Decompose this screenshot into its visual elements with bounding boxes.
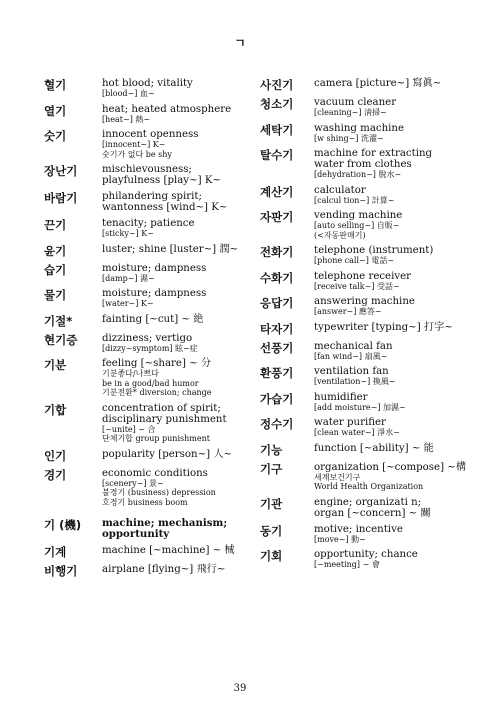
entry-detail-line: 호경기 business boom xyxy=(102,497,188,507)
entry-headword: 비행기 xyxy=(44,564,78,578)
entry-detail-line: [dehydration~] 脫水~ xyxy=(314,170,402,179)
entry-gloss-line: machine; mechanism; xyxy=(102,517,228,529)
entry-gloss-line: hot blood; vitality xyxy=(102,78,193,89)
entry-detail-line: 기분전환* diversion; change xyxy=(102,388,212,397)
entry-headword: 인기 xyxy=(44,448,67,463)
entry-headword: 숫기 xyxy=(44,129,67,143)
dictionary-entry xyxy=(44,288,249,309)
entry-detail-line: [scenery~] 景~ xyxy=(102,478,164,488)
entry-definition xyxy=(102,449,249,463)
entry-definition xyxy=(314,524,460,545)
dictionary-entry xyxy=(44,564,249,578)
entry-definition xyxy=(102,545,249,559)
entry-detail-line: [auto selling~] 自販~ xyxy=(314,221,400,230)
entry-gloss-line: machine [~machine] ~ 械 xyxy=(102,545,235,556)
entry-gloss-line: moisture; dampness xyxy=(102,262,207,274)
entry-detail-line: [phone call~] 電話~ xyxy=(314,256,395,265)
dictionary-entry xyxy=(260,322,460,336)
entry-headword: 세탁기 xyxy=(260,122,294,137)
dictionary-entry xyxy=(260,366,460,387)
dictionary-entry xyxy=(260,148,460,180)
entry-detail-line: [move~] 動~ xyxy=(314,534,366,544)
entry-detail-line: [clean water~] 淨水~ xyxy=(314,428,400,437)
dictionary-entry xyxy=(44,358,249,398)
entry-gloss-line: washing machine xyxy=(314,122,405,134)
entry-definition xyxy=(314,549,460,570)
entry-detail-line: be in a good/bad humor xyxy=(102,378,199,388)
dictionary-entry xyxy=(44,545,249,559)
entry-definition xyxy=(314,341,460,362)
dictionary-entry xyxy=(260,97,460,118)
entry-definition xyxy=(314,392,460,413)
entry-detail-line: [sticky~] K~ xyxy=(102,229,154,238)
entry-headword: 물기 xyxy=(44,288,67,302)
dictionary-entry xyxy=(260,271,460,292)
entry-gloss-line: vending machine xyxy=(314,210,403,221)
entry-headword: 타자기 xyxy=(260,321,294,336)
entry-definition xyxy=(102,468,249,508)
entry-gloss-line: water purifier xyxy=(314,417,386,428)
dictionary-entry xyxy=(44,218,249,239)
entry-gloss-line: economic conditions xyxy=(102,467,208,479)
entry-headword: 응답기 xyxy=(260,296,294,310)
entry-gloss-line: organ [~concern] ~ 關 xyxy=(314,507,431,519)
entry-gloss-line: motive; incentive xyxy=(314,523,403,535)
entry-headword: 전화기 xyxy=(260,245,294,259)
entry-detail-line: [w shing~] 洗濯~ xyxy=(314,133,384,143)
dictionary-entry xyxy=(260,210,460,240)
entry-headword: 현기증 xyxy=(44,332,78,347)
entry-detail-line: 기분좋다/나쁘다 xyxy=(102,369,159,378)
entry-definition xyxy=(314,322,460,336)
entry-definition xyxy=(314,210,460,240)
entry-gloss-line: moisture; dampness xyxy=(102,288,207,299)
entry-headword: 선풍기 xyxy=(260,340,294,355)
entry-definition xyxy=(102,358,249,398)
entry-gloss-line: typewriter [typing~] 打字~ xyxy=(314,321,453,333)
dictionary-entry xyxy=(44,263,249,284)
entry-gloss-line: answering machine xyxy=(314,296,415,307)
entry-gloss-line: camera [picture~] 寫眞~ xyxy=(314,78,442,89)
entry-definition xyxy=(314,148,460,180)
entry-headword: 자판기 xyxy=(260,210,294,224)
right-column xyxy=(260,78,467,575)
entry-detail-line: World Health Organization xyxy=(314,482,424,491)
entry-definition xyxy=(102,164,249,186)
entry-definition xyxy=(102,518,249,540)
dictionary-entry xyxy=(260,497,460,519)
dictionary-entry xyxy=(44,449,249,463)
entry-gloss-line: organization [~compose] ~構 xyxy=(314,461,467,473)
dictionary-entry xyxy=(260,417,460,438)
entry-headword: 청소기 xyxy=(260,97,294,111)
entry-detail-line: (<자동판매기) xyxy=(314,230,366,240)
entry-detail-line: [water~] K~ xyxy=(102,299,154,308)
entry-detail-line: [calcul tion~] 計算~ xyxy=(314,195,395,205)
entry-headword: 습기 xyxy=(44,262,67,277)
entry-definition xyxy=(102,403,249,444)
entry-headword: 기절* xyxy=(44,313,73,328)
entry-gloss-line: fainting [~cut] ~ 絶 xyxy=(102,313,204,325)
entry-gloss-line: innocent openness xyxy=(102,129,199,140)
entry-definition xyxy=(102,288,249,309)
entry-definition xyxy=(102,129,249,159)
entry-gloss-line: heat; heated atmosphere xyxy=(102,103,232,115)
entry-gloss-line: concentration of spirit; xyxy=(102,402,221,414)
dictionary-entry xyxy=(260,123,460,144)
page-number: 39 xyxy=(233,683,247,694)
entry-detail-line: [blood~] 血~ xyxy=(102,89,155,98)
entry-definition xyxy=(314,271,460,292)
entry-gloss-line: water from clothes xyxy=(314,159,412,170)
dictionary-entry xyxy=(44,314,249,328)
entry-definition xyxy=(314,123,460,144)
entry-headword: 끈기 xyxy=(44,218,67,232)
dictionary-entry xyxy=(44,244,249,258)
entry-headword: 기관 xyxy=(260,496,283,511)
entry-gloss-line: calculator xyxy=(314,184,366,196)
entry-definition xyxy=(314,78,460,92)
entry-gloss-line: philandering spirit; xyxy=(102,191,202,202)
entry-headword: 가습기 xyxy=(260,391,294,406)
entry-headword: 바람기 xyxy=(44,191,78,205)
entry-headword: 장난기 xyxy=(44,164,78,178)
entry-gloss-line: machine for extracting xyxy=(314,148,433,159)
entry-headword: 기분 xyxy=(44,358,67,372)
dictionary-entry xyxy=(44,78,249,99)
entry-gloss-line: vacuum cleaner xyxy=(314,97,397,108)
dictionary-entry xyxy=(260,245,460,266)
entry-detail-line: 세계보건기구 xyxy=(314,472,361,482)
entry-headword: 기합 xyxy=(44,402,67,417)
entry-definition xyxy=(314,296,460,317)
entry-headword: 혈기 xyxy=(44,78,67,92)
entry-gloss-line: popularity [person~] 人~ xyxy=(102,448,233,460)
entry-definition xyxy=(314,417,460,438)
entry-gloss-line: telephone receiver xyxy=(314,270,412,282)
entry-detail-line: [answer~] 應答~ xyxy=(314,307,382,316)
entry-definition xyxy=(314,461,467,492)
entry-headword: 열기 xyxy=(44,103,67,118)
section-header-letter: ㄱ xyxy=(234,36,246,50)
entry-gloss-line: engine; organizati n; xyxy=(314,496,422,508)
entry-headword: 윤기 xyxy=(44,243,67,258)
entry-definition xyxy=(102,244,249,258)
dictionary-entry xyxy=(260,78,460,92)
entry-gloss-line: tenacity; patience xyxy=(102,218,195,229)
entry-detail-line: 불경기 (business) depression xyxy=(102,488,216,497)
entry-headword: 사진기 xyxy=(260,78,294,92)
dictionary-entry xyxy=(260,524,460,545)
dictionary-entry xyxy=(44,518,249,540)
entry-detail-line: [innocent~] K~ xyxy=(102,140,166,149)
entry-detail-line: [ventilation~] 換風~ xyxy=(314,377,396,386)
dictionary-entry xyxy=(44,333,249,354)
entry-gloss-line: opportunity; chance xyxy=(314,549,418,560)
entry-gloss-line: disciplinary punishment xyxy=(102,413,227,425)
entry-headword: 기회 xyxy=(260,549,283,563)
entry-headword: 탈수기 xyxy=(260,148,294,162)
dictionary-entry xyxy=(44,129,249,159)
entry-gloss-line: airplane [flying~] 飛行~ xyxy=(102,564,226,575)
entry-headword: 경기 xyxy=(44,467,67,482)
entry-headword: 수화기 xyxy=(260,270,294,285)
entry-definition xyxy=(314,443,460,457)
dictionary-entry xyxy=(260,443,460,457)
dictionary-entry xyxy=(44,468,249,508)
entry-detail-line: [dizzy~symptom] 眩~症 xyxy=(102,343,198,353)
entry-headword: 환풍기 xyxy=(260,366,294,380)
entry-detail-line: [add moisture~] 加濕~ xyxy=(314,402,406,412)
entry-headword: 기계 xyxy=(44,545,67,559)
entry-definition xyxy=(102,333,249,354)
entry-headword: 정수기 xyxy=(260,417,294,431)
entry-gloss-line: wantonness [wind~] K~ xyxy=(102,202,228,213)
entry-definition xyxy=(102,263,249,284)
entry-definition xyxy=(314,245,460,266)
entry-definition xyxy=(314,97,460,118)
entry-gloss-line: ventilation fan xyxy=(314,366,389,377)
dictionary-entry xyxy=(44,403,249,444)
entry-headword: 기능 xyxy=(260,442,283,457)
dictionary-entry xyxy=(44,191,249,213)
dictionary-entry xyxy=(260,185,460,206)
entry-detail-line: [damp~] 濕~ xyxy=(102,273,155,283)
entry-gloss-line: function [~ability] ~ 能 xyxy=(314,442,434,454)
dictionary-entry xyxy=(260,341,460,362)
entry-detail-line: 숫기가 없다 be shy xyxy=(102,149,172,159)
entry-detail-line: [~unite] ~ 合 xyxy=(102,424,156,434)
entry-definition xyxy=(102,104,249,125)
entry-headword: 기 (機) xyxy=(44,518,82,532)
entry-definition xyxy=(102,218,249,239)
entry-gloss-line: mischievousness; xyxy=(102,164,192,175)
entry-gloss-line: playfulness [play~] K~ xyxy=(102,175,221,186)
entry-gloss-line: telephone (instrument) xyxy=(314,245,434,256)
entry-definition xyxy=(102,564,249,578)
entry-definition xyxy=(102,314,249,328)
dictionary-entry xyxy=(260,392,460,413)
entry-gloss-line: mechanical fan xyxy=(314,340,393,352)
dictionary-entry xyxy=(260,296,460,317)
entry-detail-line: [heat~] 熱~ xyxy=(102,114,151,124)
entry-definition xyxy=(314,366,460,387)
entry-detail-line: [receive talk~] 受話~ xyxy=(314,281,400,291)
entry-detail-line: [cleaning~] 淸掃~ xyxy=(314,108,387,117)
entry-definition xyxy=(102,191,249,213)
entry-detail-line: [fan wind~] 扇風~ xyxy=(314,351,388,361)
dictionary-entry xyxy=(44,164,249,186)
entry-gloss-line: humidifier xyxy=(314,391,368,403)
entry-gloss-line: opportunity xyxy=(102,528,170,540)
entry-gloss-line: dizziness; vertigo xyxy=(102,332,193,344)
entry-gloss-line: luster; shine [luster~] 潤~ xyxy=(102,243,239,255)
entry-definition xyxy=(314,497,460,519)
entry-detail-line: [~meeting] ~ 會 xyxy=(314,560,380,569)
entry-detail-line: 단체기합 group punishment xyxy=(102,434,210,443)
dictionary-entry xyxy=(260,461,467,492)
entry-headword: 기구 xyxy=(260,461,283,476)
entry-gloss-line: feeling [~share] ~ 分 xyxy=(102,358,212,369)
dictionary-entry xyxy=(260,549,460,570)
entry-definition xyxy=(314,185,460,206)
entry-headword: 계산기 xyxy=(260,184,294,199)
entry-definition xyxy=(102,78,249,99)
entry-headword: 동기 xyxy=(260,523,283,538)
dictionary-entry xyxy=(44,104,249,125)
left-column xyxy=(44,78,249,583)
